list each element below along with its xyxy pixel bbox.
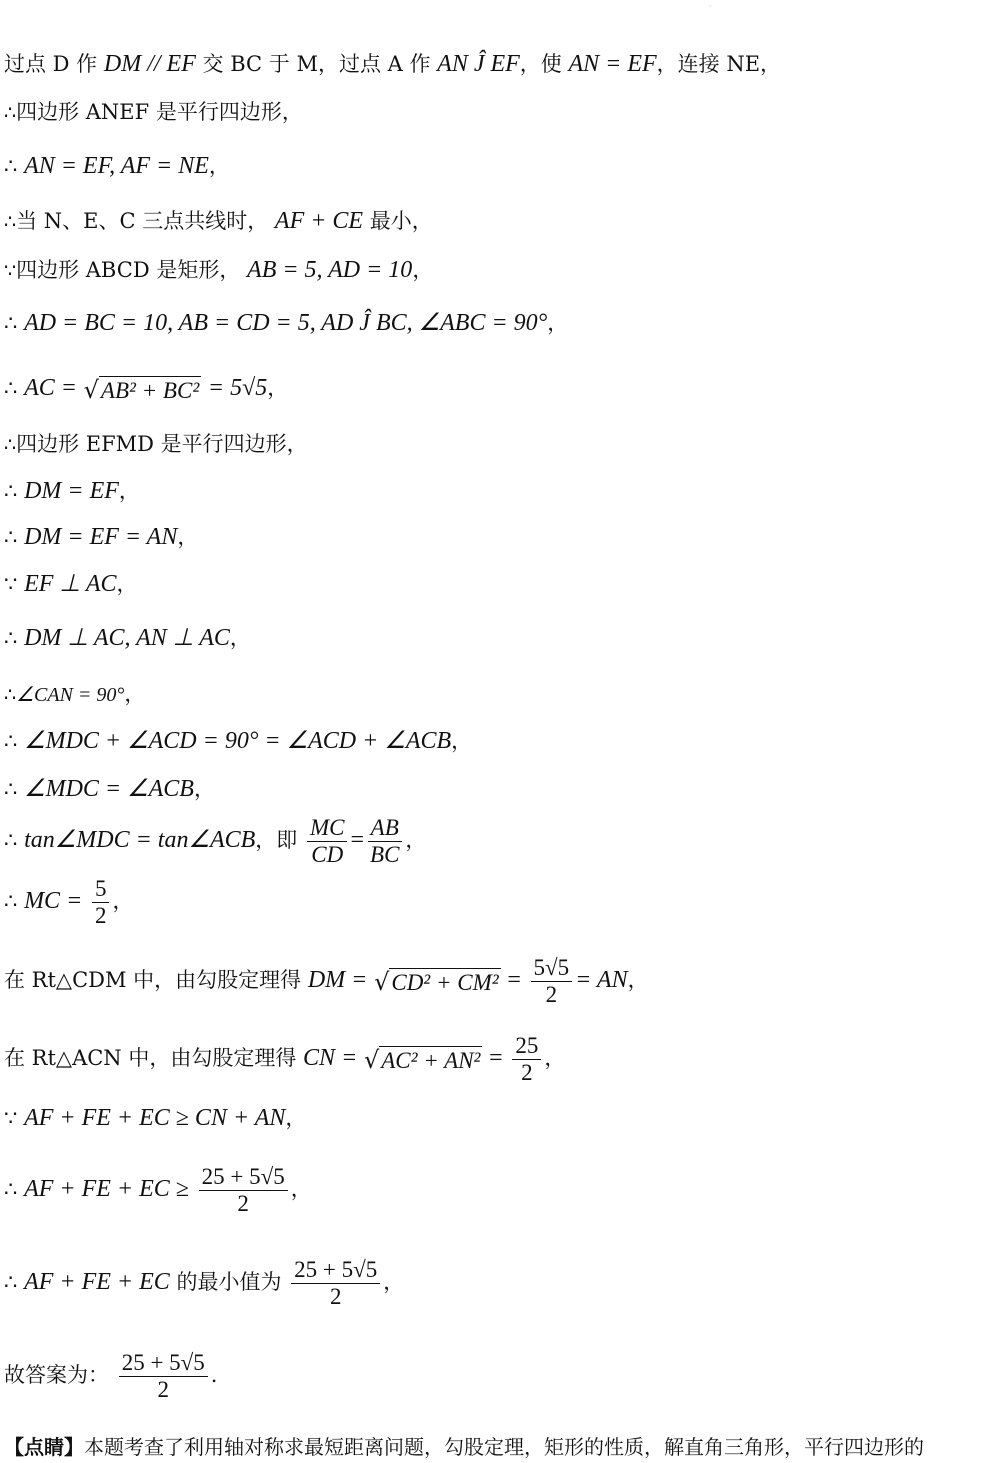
text: ，	[112, 889, 134, 913]
text: ，	[627, 968, 649, 992]
text: ，	[229, 626, 251, 650]
math: AD = BC = 10, AB = CD = 5, AD Ĵ BC, ∠ABC = 90°	[24, 310, 548, 336]
numerator: 25 + 5√5	[119, 1350, 208, 1377]
text: ，	[383, 1270, 405, 1294]
radical-sign: √	[83, 375, 99, 404]
math: = AN	[575, 967, 628, 993]
math: AF + FE + EC ≥	[24, 1176, 189, 1202]
fraction	[531, 955, 573, 1008]
text: ，	[267, 376, 289, 400]
text: ，	[544, 1046, 566, 1070]
solution-line-16: ∴ tan∠MDC = tan∠ACB，即 $\frac{MC}{CD}$ = $\frac{AB}{BC}$ ，	[4, 815, 427, 867]
dianjing-line	[4, 1433, 924, 1461]
solution-line-11	[4, 570, 138, 598]
math: =	[489, 1045, 503, 1071]
dianjing-label: 【点睛】	[4, 1435, 84, 1459]
solution-line-22	[4, 1257, 404, 1310]
math: AN = EF	[568, 51, 657, 77]
solution-line-21	[4, 1164, 312, 1217]
text: 过点 D 作	[4, 52, 104, 76]
text: 最小，	[363, 209, 433, 233]
text: ，	[177, 525, 199, 549]
solution-line-6	[4, 309, 568, 337]
text: 交 BC 于 M，过点 A 作	[195, 52, 438, 76]
numerator: 5√5	[531, 955, 573, 982]
solution-line-23	[4, 1350, 217, 1403]
numerator: 5	[92, 876, 110, 903]
therefore-symbol: ∴	[4, 434, 17, 456]
math: AB = 5, AD = 10	[247, 257, 413, 283]
therefore-symbol: ∴	[4, 828, 18, 852]
math: DM = EF	[24, 478, 119, 504]
math: CN =	[303, 1045, 358, 1071]
text: ，即	[255, 828, 298, 852]
denominator: 2	[94, 903, 107, 928]
math: ∠MDC + ∠ACD = 90° = ∠ACD + ∠ACB	[24, 728, 452, 754]
text: 的最小值为	[169, 1270, 282, 1294]
sqrt	[374, 968, 501, 996]
denominator: 2	[329, 1284, 342, 1309]
answer-label: 故答案为：	[4, 1363, 109, 1387]
math: AF + FE + EC ≥ CN + AN	[24, 1105, 286, 1131]
radical-sign: √	[363, 1045, 380, 1074]
therefore-symbol: ∴	[4, 684, 17, 706]
solution-line-17	[4, 876, 133, 929]
because-symbol: ∵	[4, 572, 18, 596]
text: 当 N、E、C 三点共线时，	[16, 209, 269, 233]
therefore-symbol: ∴	[4, 102, 17, 124]
solution-line-3	[4, 152, 230, 180]
math: ∠CAN = 90°	[16, 684, 125, 706]
fraction	[199, 1164, 288, 1217]
solution-line-9	[4, 477, 140, 505]
numerator: 25 + 5√5	[291, 1257, 380, 1284]
math: AC =	[24, 375, 77, 401]
fraction	[512, 1033, 541, 1086]
text: 本题考查了利用轴对称求最短距离问题，勾股定理，矩形的性质，解直角三角形，平行四边形的	[84, 1435, 924, 1459]
solution-line-4	[4, 207, 433, 236]
text: 四边形 ANEF 是平行四边形，	[16, 100, 303, 124]
because-symbol: ∵	[4, 260, 17, 282]
math: tan∠MDC = tan∠ACB	[24, 827, 256, 853]
solution-line-2	[4, 98, 303, 127]
therefore-symbol: ∴	[4, 211, 17, 233]
therefore-symbol: ∴	[4, 1177, 18, 1201]
text: .	[210, 1363, 218, 1387]
therefore-symbol: ∴	[4, 889, 18, 913]
denominator: 2	[237, 1191, 249, 1216]
math: EF ⊥ AC	[24, 571, 117, 597]
text: ，	[405, 828, 427, 852]
math: AN Ĵ EF	[437, 51, 520, 77]
math: AF + FE + EC	[24, 1269, 170, 1295]
math: ∠MDC = ∠ACB	[24, 776, 194, 802]
solution-line-15	[4, 775, 215, 803]
therefore-symbol: ∴	[4, 626, 18, 650]
denominator: CD	[311, 842, 344, 867]
denominator: 2	[157, 1377, 169, 1402]
therefore-symbol: ∴	[4, 154, 18, 178]
denominator: BC	[370, 842, 400, 867]
therefore-symbol: ∴	[4, 729, 18, 753]
solution-line-10	[4, 523, 198, 551]
text: 四边形 ABCD 是矩形，	[16, 258, 241, 282]
text: ，使	[519, 52, 569, 76]
solution-line-19	[4, 1033, 565, 1086]
math: DM =	[307, 967, 368, 993]
text: ，	[208, 154, 230, 178]
therefore-symbol: ∴	[4, 777, 18, 801]
text: ，连接 NE，	[656, 52, 782, 76]
solution-line-14	[4, 727, 472, 755]
solution-line-5	[4, 256, 433, 285]
text: ，	[412, 258, 434, 282]
text: ，	[547, 311, 569, 335]
because-symbol: ∵	[4, 1106, 18, 1130]
denominator: 2	[521, 1060, 533, 1085]
math: =	[507, 967, 521, 993]
text: ，	[116, 572, 138, 596]
answer-fraction	[119, 1350, 208, 1403]
numerator: 25	[512, 1033, 541, 1060]
solution-line-18	[4, 955, 649, 1008]
therefore-symbol: ∴	[4, 479, 18, 503]
therefore-symbol: ∴	[4, 376, 18, 400]
math: = 5√5	[207, 375, 268, 401]
therefore-symbol: ∴	[4, 525, 18, 549]
text: 在 Rt△CDM 中，由勾股定理得	[4, 968, 308, 992]
fraction	[291, 1257, 380, 1310]
text: ，	[118, 479, 140, 503]
fraction	[92, 876, 110, 929]
numerator: 25 + 5√5	[199, 1164, 288, 1191]
text: 四边形 EFMD 是平行四边形，	[16, 432, 308, 456]
solution-line-7	[4, 374, 288, 404]
solution-line-12	[4, 624, 251, 652]
fraction	[307, 815, 348, 868]
text: ，	[290, 1177, 312, 1201]
radicand: AB² + BC²	[100, 377, 200, 403]
radicand: CD² + CM²	[391, 969, 499, 995]
sqrt	[364, 1046, 482, 1074]
solution-line-1	[4, 50, 781, 78]
math: AN = EF, AF = NE	[24, 153, 209, 179]
denominator: 2	[545, 982, 558, 1007]
math: AF + CE	[274, 208, 364, 234]
radical-sign: √	[374, 967, 390, 996]
corner-dot: ·	[709, 2, 712, 11]
text: ，	[285, 1106, 307, 1130]
sqrt	[84, 376, 202, 404]
math: DM // EF	[103, 51, 196, 77]
solution-line-8	[4, 430, 308, 459]
therefore-symbol: ∴	[4, 311, 18, 335]
math: MC =	[24, 888, 83, 914]
solution-line-20	[4, 1104, 306, 1132]
solution-line-13	[4, 680, 145, 709]
text: ，	[451, 729, 473, 753]
text: 在 Rt△ACN 中，由勾股定理得	[4, 1046, 304, 1070]
numerator: MC	[307, 815, 348, 842]
fraction	[367, 815, 402, 868]
numerator: AB	[368, 815, 402, 842]
math: DM = EF = AN	[24, 524, 178, 550]
math: DM ⊥ AC, AN ⊥ AC	[24, 625, 230, 651]
radicand: AC² + AN²	[381, 1047, 481, 1073]
therefore-symbol: ∴	[4, 1270, 18, 1294]
text: ，	[124, 682, 146, 706]
text: ，	[193, 777, 215, 801]
